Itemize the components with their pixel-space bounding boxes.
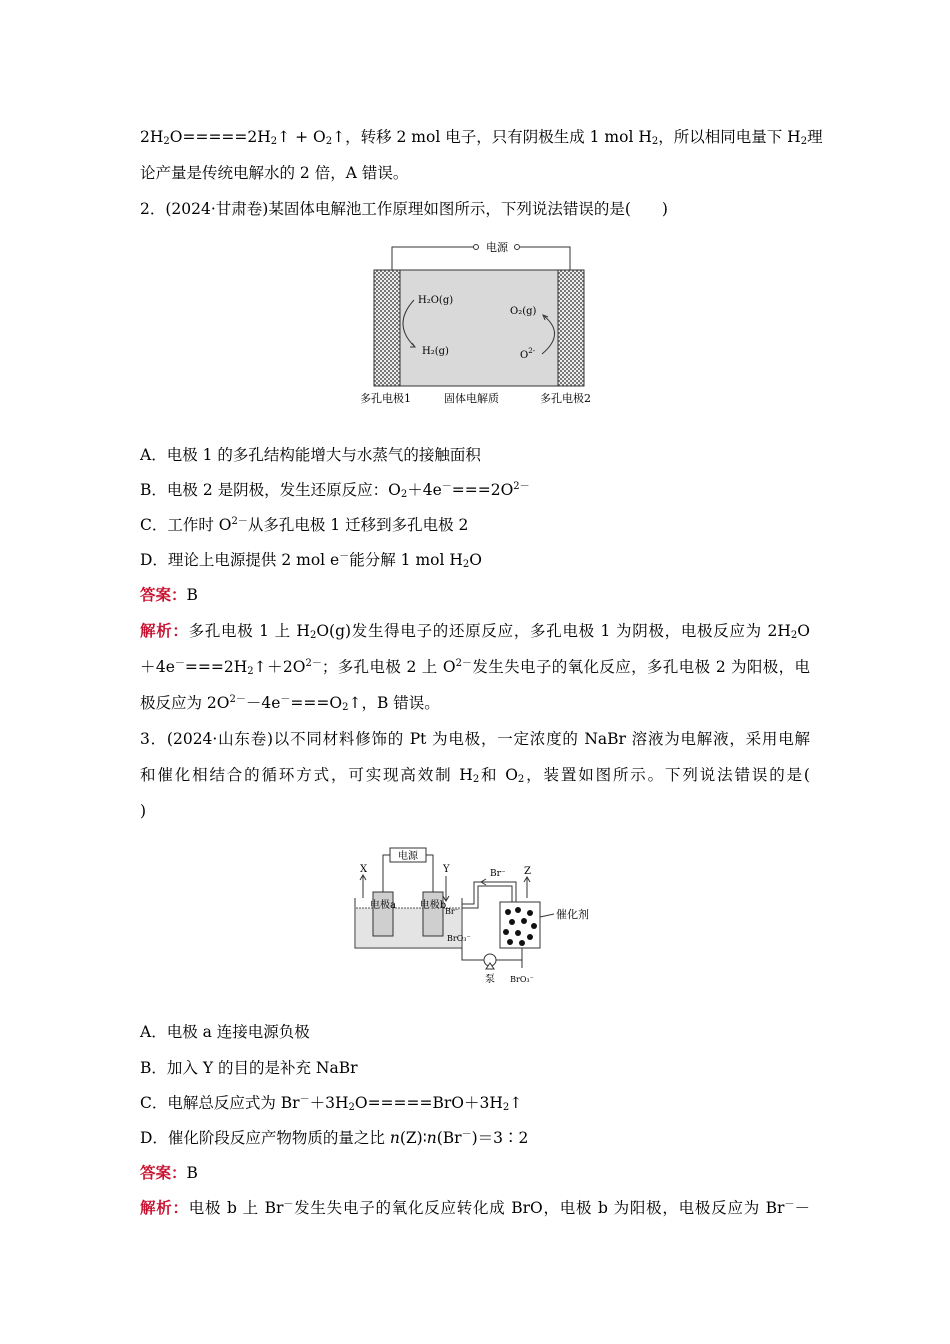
electrode-b [423, 892, 443, 936]
analysis-line: $+4e^-===2H_2↑+2O^{2-}$；多孔电极 2 上 $O^{2-}$发生失电子的氧化反应，多孔电极 2 为阳极，电 [140, 658, 810, 677]
analysis-line: 解析：多孔电极 1 上 $H_2O(g)$发生得电子的还原反应，多孔电极 1 为阴极，电极反应为 $2H_2O$ [140, 621, 810, 641]
y-label: Y [443, 864, 450, 875]
question-stem: 3．(2024·山东卷)以不同材料修饰的 Pt 为电极，一定浓度的 NaBr 溶液为电解液，采用电解 [140, 730, 810, 748]
h2o-label: H₂O(g) [418, 295, 454, 306]
x-label: X [360, 864, 368, 875]
text-line: $2H_2O=====2H_2↑$ + $O_2↑$，转移 2 mol 电子，只有阴极生成 1 mol $H_2$，所以相同电量下 $H_2$理 [140, 128, 823, 147]
br-in-label: Br⁻ [445, 907, 459, 916]
porous-electrode-2 [558, 270, 584, 386]
h2-label: H₂(g) [422, 346, 449, 357]
electrode1-label: 多孔电极1 [360, 392, 411, 405]
option-c: C．工作时 $O^{2-}$从多孔电极 1 迁移到多孔电极 2 [140, 516, 469, 534]
o2minus-label: $O^{2-}$ [520, 347, 536, 361]
question-stem: ) [140, 802, 147, 820]
text-line: 论产量是传统电解水的 2 倍，A 错误。 [140, 164, 409, 182]
option-c: C．电解总反应式为 $Br^-+3H_2O=====BrO+3H_2↑$ [140, 1094, 523, 1113]
electrode-b-label: 电极b [419, 900, 447, 911]
question-stem: 和催化相结合的循环方式，可实现高效制 $H_2$和 $O_2$，装置如图所示。下列说法错误的是( [140, 766, 810, 785]
option-b: B．加入 Y 的目的是补充 NaBr [140, 1059, 358, 1077]
bro3-out-label: BrO₃⁻ [510, 975, 534, 984]
bro3-in-label: BrO₃⁻ [447, 934, 471, 943]
option-a: A．电极 a 连接电源负极 [140, 1023, 310, 1041]
power-label: 电源 [398, 851, 418, 862]
electrode2-label: 多孔电极2 [540, 392, 591, 405]
o2-label: O₂(g) [510, 306, 537, 317]
br-arrow-label: Br⁻ [490, 869, 506, 879]
option-d: D．催化阶段反应产物物质的量之比 n(Z)∶n(Br－)＝3∶2 [140, 1129, 529, 1147]
answer: 答案：B [140, 1163, 198, 1182]
option-a: A．电极 1 的多孔结构能增大与水蒸气的接触面积 [140, 446, 481, 464]
option-b: B．电极 2 是阴极，发生还原反应：$O_2+4e^-===2O^{2-}$ [140, 481, 530, 500]
electrode-a-label: 电极a [370, 900, 396, 911]
electrode-a [373, 892, 393, 936]
question-stem: 2．(2024·甘肃卷)某固体电解池工作原理如图所示，下列说法错误的是( ) [140, 200, 668, 218]
electrolyte-label: 固体电解质 [444, 392, 499, 405]
z-label: Z [524, 866, 531, 877]
answer: 答案：B [140, 585, 198, 604]
electrolysis-figure-1 [352, 234, 612, 409]
analysis-line: 极反应为 $2O^{2-}-4e^-===O_2↑$，B 错误。 [140, 694, 440, 713]
electrolysis-figure-2 [350, 842, 610, 990]
catalyst-label: 催化剂 [556, 908, 589, 921]
pump-label: 泵 [485, 974, 495, 985]
option-d: D．理论上电源提供 2 mol e－能分解 1 mol $H_2O$ [140, 551, 482, 570]
power-label: 电源 [486, 241, 508, 254]
analysis-line: 解析：电极 b 上 Br－发生失电子的氧化反应转化成 BrO，电极 b 为阳极，电极反应为 Br－－ [140, 1198, 810, 1217]
porous-electrode-1 [374, 270, 400, 386]
